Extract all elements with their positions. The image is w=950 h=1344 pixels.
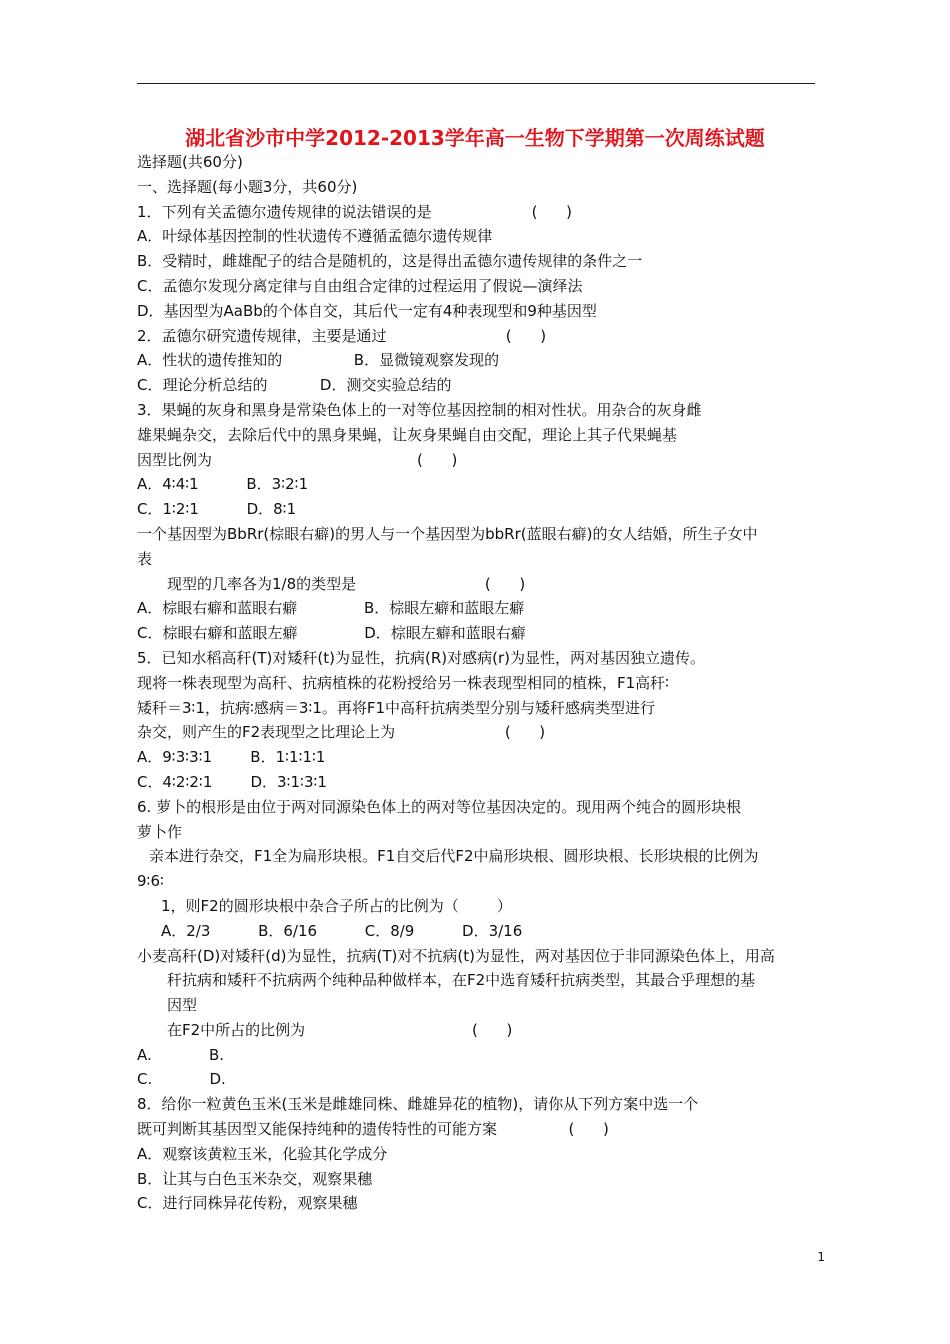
question-4-options-cd: C．棕眼右癖和蓝眼左癖 D．棕眼左癖和蓝眼右癖 [137, 624, 526, 643]
page-number: 1 [817, 1250, 825, 1264]
header-rule [137, 83, 815, 84]
question-3-options-cd: C．1∶2∶1 D．8∶1 [137, 500, 297, 519]
question-5-stem-line2: 现将一株表现型为高秆、抗病植株的花粉授给另一株表现型相同的植株，F1高秆∶ [137, 673, 670, 692]
question-6-stem-line4: 9∶6∶ [137, 872, 164, 891]
question-5-options-cd: C．4∶2∶2∶1 D．3∶1∶3∶1 [137, 772, 327, 791]
question-7-options-cd: C. D. [137, 1070, 226, 1089]
document-body [137, 150, 817, 1216]
question-7-stem-line4: 在F2中所占的比例为 ( ) [167, 1020, 513, 1039]
question-2-options-cd: C．理论分析总结的 D．测交实验总结的 [137, 376, 452, 395]
question-1-option-b: B．受精时，雌雄配子的结合是随机的，这是得出孟德尔遗传规律的条件之一 [137, 252, 643, 271]
question-4-stem-line3: 现型的几率各为1/8的类型是 ( ) [167, 574, 526, 593]
question-6-options: A．2/3 B．6/16 C．8/9 D．3/16 [161, 921, 523, 940]
page-title: 湖北省沙市中学2012-2013学年高一生物下学期第一次周练试题 [185, 126, 765, 150]
question-5-stem-line4: 杂交，则产生的F2表现型之比理论上为 ( ) [137, 723, 546, 742]
question-3-stem-line3: 因型比例为 ( ) [137, 450, 458, 469]
question-2-options-ab: A．性状的遗传推知的 B．显微镜观察发现的 [137, 351, 500, 370]
question-6-stem-line1: 6. 萝卜的根形是由位于两对同源染色体上的两对等位基因决定的。现用两个纯合的圆形块根 [137, 797, 742, 816]
question-6-stem-line5: 1，则F2的圆形块根中杂合子所占的比例为（ ） [161, 896, 512, 915]
question-8-option-a: A．观察该黄粒玉米，化验其化学成分 [137, 1144, 388, 1163]
question-6-stem-line3: 亲本进行杂交，F1全为扁形块根。F1自交后代F2中扁形块根、圆形块根、长形块根的比例为 [149, 847, 759, 866]
question-4-options-ab: A．棕眼右癖和蓝眼右癖 B．棕眼左癖和蓝眼左癖 [137, 599, 525, 618]
question-8-stem-line2: 既可判断其基因型又能保持纯种的遗传特性的可能方案 ( ) [137, 1120, 609, 1139]
question-4-stem-line2: 表 [137, 549, 153, 568]
question-3-options-ab: A．4∶4∶1 B．3∶2∶1 [137, 475, 309, 494]
question-5-options-ab: A．9∶3∶3∶1 B．1∶1∶1∶1 [137, 748, 326, 767]
question-7-stem-line1: 小麦高秆(D)对矮秆(d)为显性，抗病(T)对不抗病(t)为显性，两对基因位于非同源染色体上，用高 [137, 946, 775, 965]
question-7-stem-line2: 秆抗病和矮秆不抗病两个纯种品种做样本，在F2中选育矮秆抗病类型，其最合乎理想的基 [167, 971, 756, 990]
question-5-stem-line1: 5．已知水稻高秆(T)对矮秆(t)为显性，抗病(R)对感病(r)为显性，两对基因独立遗传。 [137, 648, 705, 667]
question-1-option-c: C．孟德尔发现分离定律与自由组合定律的过程运用了假说—演绎法 [137, 276, 583, 295]
question-8-option-b: B．让其与白色玉米杂交，观察果穗 [137, 1169, 373, 1188]
question-8-option-c: C．进行同株异花传粉，观察果穗 [137, 1194, 358, 1213]
question-1-option-a: A．叶绿体基因控制的性状遗传不遵循孟德尔遗传规律 [137, 227, 493, 246]
question-3-stem-line2: 雄果蝇杂交，去除后代中的黑身果蝇，让灰身果蝇自由交配，理论上其子代果蝇基 [137, 425, 678, 444]
question-7-stem-line3: 因型 [167, 996, 198, 1015]
section-heading: 选择题(共60分) [137, 153, 243, 171]
question-8-stem-line1: 8．给你一粒黄色玉米(玉米是雌雄同株、雌雄异花的植物)，请你从下列方案中选一个 [137, 1095, 699, 1114]
question-4-stem-line1: 一个基因型为BbRr(棕眼右癖)的男人与一个基因型为bbRr(蓝眼右癖)的女人结婚，所生子女中 [137, 524, 758, 543]
section-subheading: 一、选择题(每小题3分，共60分) [137, 177, 358, 196]
question-3-stem-line1: 3．果蝇的灰身和黑身是常染色体上的一对等位基因控制的相对性状。用杂合的灰身雌 [137, 400, 702, 419]
question-1-stem: 1．下列有关孟德尔遗传规律的说法错误的是 ( ) [137, 202, 572, 221]
question-6-stem-line2: 萝卜作 [137, 822, 183, 841]
question-7-options-ab: A. B. [137, 1045, 225, 1064]
question-5-stem-line3: 矮秆＝3∶1，抗病∶感病＝3∶1。再将F1中高秆抗病类型分别与矮秆感病类型进行 [137, 698, 656, 717]
question-2-stem: 2．孟德尔研究遗传规律，主要是通过 ( ) [137, 326, 547, 345]
question-1-option-d: D．基因型为AaBb的个体自交，其后代一定有4种表现型和9种基因型 [137, 301, 597, 320]
